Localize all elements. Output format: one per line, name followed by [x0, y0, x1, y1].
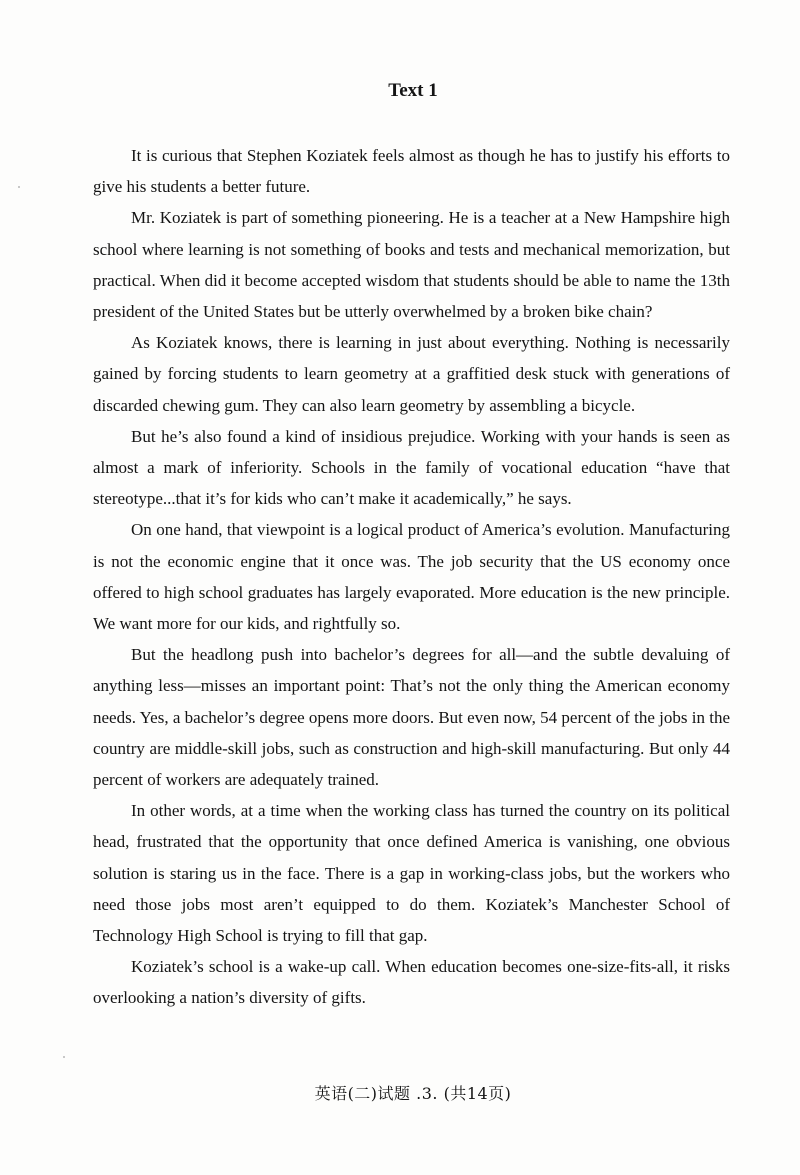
- paragraph-3: As Koziatek knows, there is learning in just about everything. Nothing is necessarily gained by forcing students to learn geometry at a graffitied desk stuck with generations of discarded chewing gum. They can also learn geometry by assembling a bicycle.: [93, 333, 730, 415]
- page-title: Text 1: [388, 80, 438, 101]
- paragraph-6: But the headlong push into bachelor’s degrees for all—and the subtle devaluing of anything less—misses an important point: That’s not the only thing the American economy needs. Yes, a bachelor’s degree opens more doors. But even now, 54 percent of the jobs in the country are middle-skill jobs, such as construction and high-skill manufacturing. But only 44 percent of workers are adequately trained.: [93, 645, 730, 790]
- article-body: [93, 140, 730, 1014]
- paragraph-1: It is curious that Stephen Koziatek feels almost as though he has to justify his efforts to give his students a better future.: [93, 146, 730, 197]
- scan-speck: [63, 1056, 65, 1058]
- paragraph-4: But he’s also found a kind of insidious prejudice. Working with your hands is seen as almost a mark of inferiority. Schools in the family of vocational education “have that stereotype...that it’s for kids who can’t make it academically,” he says.: [93, 426, 730, 509]
- scan-speck: [18, 186, 20, 188]
- paragraph-7: In other words, at a time when the working class has turned the country on its political head, frustrated that the opportunity that once defined America is vanishing, one obvious solution is staring us in the face. There is a gap in working-class jobs, but the workers who need those jobs most aren’t equipped to do them. Koziatek’s Manchester School of Technology High School is trying to fill that gap.: [93, 801, 730, 946]
- page-footer: 英语(二)试题 .3. (共14页): [314, 1084, 512, 1103]
- paragraph-8: Koziatek’s school is a wake-up call. When education becomes one-size-fits-all, it risks overlooking a nation’s diversity of gifts.: [93, 957, 730, 1008]
- paragraph-5: On one hand, that viewpoint is a logical product of America’s evolution. Manufacturing is not the economic engine that it once was. The job security that the US economy once offered to high school graduates has largely evaporated. More education is the new principle. We want more for our kids, and rightfully so.: [93, 520, 730, 634]
- paragraph-2: Mr. Koziatek is part of something pioneering. He is a teacher at a New Hampshire high school where learning is not something of books and tests and mechanical memorization, but practical. When did it become accepted wisdom that students should be able to name the 13th president of the United States but be utterly overwhelmed by a broken bike chain?: [93, 208, 730, 322]
